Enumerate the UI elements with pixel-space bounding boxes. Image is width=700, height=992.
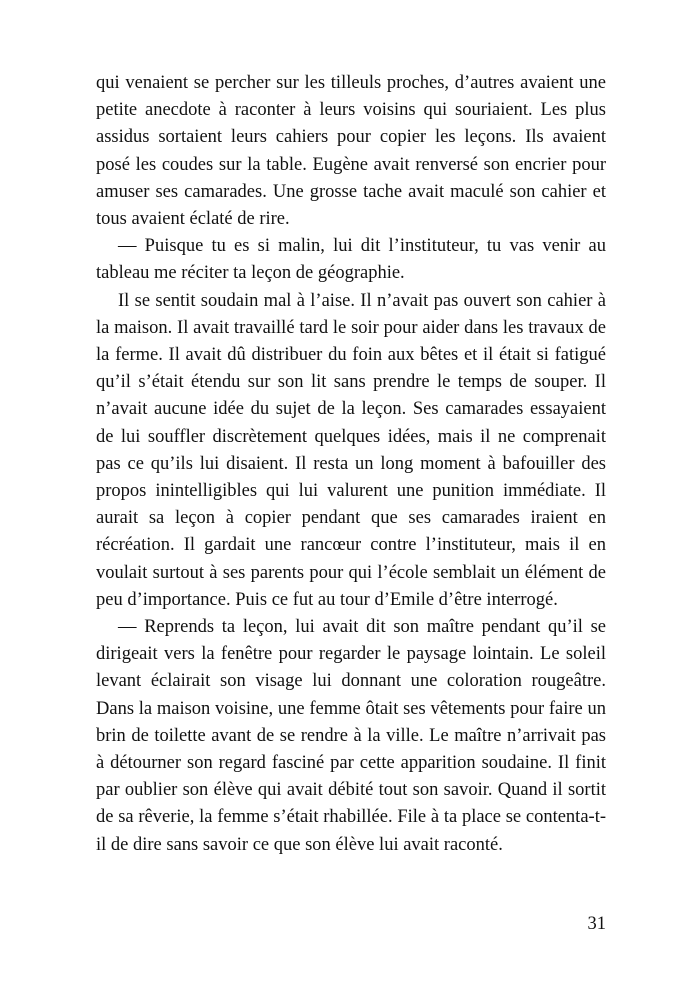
paragraph-narrative: Il se sentit soudain mal à l’aise. Il n’avait pas ouvert son cahier à la maison. Il avait travaillé tard le soir pour aider dans les travaux de la ferme. Il avait dû distribuer du foin aux bêtes et il était si fatigué qu’il s’était étendu sur son lit sans prendre le temps de souper. Il n’avait aucune idée du sujet de la leçon. Ses camarades essayaient de lui souffler discrètement quelques idées, mais il ne comprenait pas ce qu’ils lui disaient. Il resta un long moment à bafouiller des propos inintelligibles qui lui valurent une punition immédiate. Il aurait sa leçon à copier pendant que ses camarades iraient en récréation. Il gardait une rancœur contre l’instituteur, mais il en voulait surtout à ses parents pour qui l’école semblait un élément de peu d’importance. Puis ce fut au tour d’Emile d’être interrogé. <box>96 290 606 610</box>
body-text <box>96 70 606 859</box>
paragraph-continuation: qui venaient se percher sur les tilleuls proches, d’autres avaient une petite anecdote à raconter à leurs voisins qui souriaient. Les plus assidus sortaient leurs cahiers pour copier les leçons. Ils avaient posé les coudes sur la table. Eugène avait renversé son encrier pour amuser ses camarades. Une grosse tache avait maculé son cahier et tous avaient éclaté de rire. <box>96 73 606 230</box>
paragraph-dialogue-master: — Reprends ta leçon, lui avait dit son maître pendant qu’il se dirigeait vers la fenêtre pour regarder le paysage lointain. Le soleil levant éclairait son visage lui donnant une coloration rougeâtre. Dans la maison voisine, une femme ôtait ses vêtements pour faire un brin de toilette avant de se rendre à la ville. Le maître n’arrivait pas à détourner son regard fasciné par cette apparition soudaine. Il finit par oublier son élève qui avait débité tout son savoir. Quand il sortit de sa rêverie, la femme s’était rhabillée. File à ta place se contenta-t-il de dire sans savoir ce que son élève lui avait raconté. <box>96 617 606 855</box>
page-number: 31 <box>587 914 606 934</box>
paragraph-dialogue-teacher: — Puisque tu es si malin, lui dit l’instituteur, tu vas venir au tableau me réciter ta leçon de géographie. <box>96 236 606 284</box>
